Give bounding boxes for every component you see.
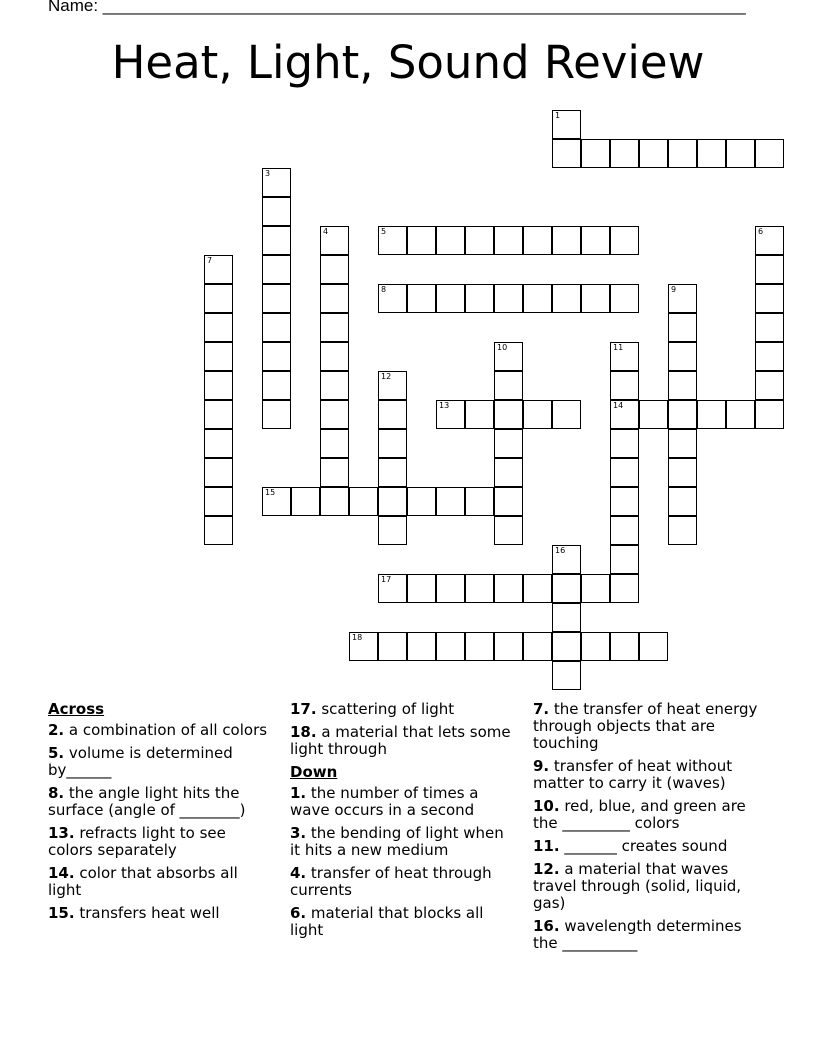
grid-cell[interactable]: [262, 255, 291, 284]
grid-cell[interactable]: [291, 487, 320, 516]
clue-text: a material that lets some light through: [290, 723, 511, 758]
clue-number: 18: [352, 633, 363, 642]
grid-cell[interactable]: [436, 226, 465, 255]
grid-cell[interactable]: [668, 371, 697, 400]
grid-cell[interactable]: [378, 284, 407, 313]
clue-number: 7: [207, 256, 213, 265]
grid-cell[interactable]: [378, 226, 407, 255]
clue-number: 8: [381, 285, 387, 294]
grid-cell[interactable]: [610, 487, 639, 516]
grid-cell[interactable]: [465, 400, 494, 429]
grid-cell[interactable]: [697, 139, 726, 168]
grid-cell[interactable]: [465, 284, 494, 313]
clue-text: the number of times a wave occurs in a second: [290, 784, 479, 819]
grid-cell[interactable]: [465, 487, 494, 516]
grid-cell[interactable]: [581, 284, 610, 313]
grid-cell[interactable]: [552, 139, 581, 168]
grid-cell[interactable]: [465, 574, 494, 603]
grid-cell[interactable]: [262, 197, 291, 226]
clues-column-2: [290, 701, 515, 945]
clue-num: 17.: [290, 700, 317, 718]
grid-cell[interactable]: [610, 632, 639, 661]
grid-cell[interactable]: [378, 400, 407, 429]
clues-column-3: [533, 701, 758, 958]
clue-item: [533, 861, 758, 912]
clue-num: 1.: [290, 784, 307, 802]
clue-number: 3: [265, 169, 271, 178]
grid-cell[interactable]: [755, 255, 784, 284]
grid-cell[interactable]: [581, 139, 610, 168]
clue-text: scattering of light: [316, 700, 455, 718]
grid-cell[interactable]: [320, 226, 349, 255]
clue-item: [533, 798, 758, 832]
clue-text: material that blocks all light: [290, 904, 484, 939]
name-line: Name: ____________________________________________________________________: [48, 0, 746, 15]
grid-cell[interactable]: [262, 226, 291, 255]
clue-num: 8.: [48, 784, 65, 802]
grid-cell[interactable]: [262, 342, 291, 371]
grid-cell[interactable]: [610, 139, 639, 168]
grid-cell[interactable]: [668, 342, 697, 371]
grid-cell[interactable]: [668, 487, 697, 516]
grid-cell[interactable]: [668, 458, 697, 487]
grid-cell[interactable]: [320, 255, 349, 284]
grid-cell[interactable]: [494, 458, 523, 487]
grid-cell[interactable]: [494, 371, 523, 400]
clue-number: 13: [439, 401, 450, 410]
clue-item: [48, 905, 273, 922]
grid-cell[interactable]: [552, 574, 581, 603]
grid-cell[interactable]: [320, 284, 349, 313]
clue-number: 6: [758, 227, 764, 236]
grid-cell[interactable]: [436, 574, 465, 603]
grid-cell[interactable]: [262, 400, 291, 429]
grid-cell[interactable]: [697, 400, 726, 429]
grid-cell[interactable]: [552, 632, 581, 661]
grid-cell[interactable]: [262, 371, 291, 400]
grid-cell[interactable]: [523, 284, 552, 313]
clue-item: [533, 701, 758, 752]
grid-cell[interactable]: [378, 574, 407, 603]
grid-cell[interactable]: [494, 400, 523, 429]
grid-cell[interactable]: [204, 516, 233, 545]
clue-num: 9.: [533, 757, 550, 775]
clue-text: transfer of heat through currents: [290, 864, 492, 899]
clue-num: 2.: [48, 721, 65, 739]
clue-text: wavelength determines the __________: [533, 917, 742, 952]
grid-cell[interactable]: [668, 516, 697, 545]
clue-num: 14.: [48, 864, 75, 882]
clue-number: 1: [555, 111, 561, 120]
clue-text: a material that waves travel through (solid, liquid, gas): [533, 860, 742, 912]
grid-cell[interactable]: [494, 487, 523, 516]
clue-item: [533, 758, 758, 792]
grid-cell[interactable]: [436, 284, 465, 313]
grid-cell[interactable]: [494, 284, 523, 313]
grid-cell[interactable]: [639, 632, 668, 661]
clue-item: [290, 724, 515, 758]
clue-num: 13.: [48, 824, 75, 842]
grid-cell[interactable]: [204, 400, 233, 429]
grid-cell[interactable]: [378, 516, 407, 545]
grid-cell[interactable]: [668, 400, 697, 429]
grid-cell[interactable]: [465, 226, 494, 255]
clue-text: the angle light hits the surface (angle of ________): [48, 784, 246, 819]
grid-cell[interactable]: [378, 371, 407, 400]
grid-cell[interactable]: [726, 139, 755, 168]
grid-cell[interactable]: [320, 458, 349, 487]
grid-cell[interactable]: [552, 110, 581, 139]
clue-item: [533, 838, 758, 855]
grid-cell[interactable]: [262, 284, 291, 313]
clue-num: 16.: [533, 917, 560, 935]
clue-number: 11: [613, 343, 624, 352]
clue-item: [290, 865, 515, 899]
grid-cell[interactable]: [494, 342, 523, 371]
clue-number: 5: [381, 227, 387, 236]
grid-cell[interactable]: [523, 574, 552, 603]
grid-cell[interactable]: [436, 400, 465, 429]
clue-num: 12.: [533, 860, 560, 878]
down-heading: Down: [290, 763, 338, 781]
clue-text: volume is determined by______: [48, 744, 233, 779]
grid-cell[interactable]: [465, 632, 494, 661]
clue-text: color that absorbs all light: [48, 864, 238, 899]
grid-cell[interactable]: [552, 545, 581, 574]
clue-num: 18.: [290, 723, 317, 741]
grid-cell[interactable]: [378, 458, 407, 487]
clue-item: [48, 785, 273, 819]
grid-cell[interactable]: [378, 632, 407, 661]
grid-cell[interactable]: [407, 284, 436, 313]
grid-cell[interactable]: [320, 429, 349, 458]
grid-cell[interactable]: [494, 632, 523, 661]
grid-cell[interactable]: [552, 400, 581, 429]
grid-cell[interactable]: [755, 284, 784, 313]
grid-cell[interactable]: [668, 313, 697, 342]
grid-cell[interactable]: [262, 313, 291, 342]
grid-cell[interactable]: [610, 342, 639, 371]
grid-cell[interactable]: [523, 632, 552, 661]
grid-cell[interactable]: [494, 226, 523, 255]
clue-item: [48, 865, 273, 899]
clue-number: 10: [497, 343, 508, 352]
grid-cell[interactable]: [320, 371, 349, 400]
grid-cell[interactable]: [552, 661, 581, 690]
grid-cell[interactable]: [204, 429, 233, 458]
clue-item: [290, 825, 515, 859]
grid-cell[interactable]: [204, 371, 233, 400]
grid-cell[interactable]: [639, 400, 668, 429]
grid-cell[interactable]: [581, 632, 610, 661]
grid-cell[interactable]: [494, 429, 523, 458]
clue-num: 6.: [290, 904, 307, 922]
grid-cell[interactable]: [262, 487, 291, 516]
grid-cell[interactable]: [349, 632, 378, 661]
grid-cell[interactable]: [204, 342, 233, 371]
grid-cell[interactable]: [204, 487, 233, 516]
grid-cell[interactable]: [552, 603, 581, 632]
grid-cell[interactable]: [378, 429, 407, 458]
grid-cell[interactable]: [436, 632, 465, 661]
clue-number: 14: [613, 401, 624, 410]
grid-cell[interactable]: [610, 284, 639, 313]
grid-cell[interactable]: [407, 226, 436, 255]
grid-cell[interactable]: [204, 313, 233, 342]
grid-cell[interactable]: [494, 516, 523, 545]
grid-cell[interactable]: [204, 458, 233, 487]
grid-cell[interactable]: [610, 429, 639, 458]
clue-num: 7.: [533, 700, 550, 718]
grid-cell[interactable]: [581, 226, 610, 255]
grid-cell[interactable]: [552, 284, 581, 313]
clue-num: 15.: [48, 904, 75, 922]
grid-cell[interactable]: [320, 400, 349, 429]
clue-text: refracts light to see colors separately: [48, 824, 226, 859]
grid-cell[interactable]: [610, 545, 639, 574]
clue-number: 16: [555, 546, 566, 555]
grid-cell[interactable]: [755, 342, 784, 371]
page-title: Heat, Light, Sound Review: [111, 36, 705, 89]
clue-number: 15: [265, 488, 276, 497]
grid-cell[interactable]: [668, 429, 697, 458]
grid-cell[interactable]: [610, 371, 639, 400]
grid-cell[interactable]: [320, 313, 349, 342]
grid-cell[interactable]: [755, 313, 784, 342]
grid-cell[interactable]: [552, 226, 581, 255]
clue-number: 17: [381, 575, 392, 584]
grid-cell[interactable]: [204, 284, 233, 313]
clue-item: [48, 825, 273, 859]
grid-cell[interactable]: [610, 458, 639, 487]
grid-cell[interactable]: [349, 487, 378, 516]
grid-cell[interactable]: [755, 226, 784, 255]
grid-cell[interactable]: [494, 574, 523, 603]
grid-cell[interactable]: [668, 139, 697, 168]
clue-item: [290, 785, 515, 819]
grid-cell[interactable]: [610, 226, 639, 255]
grid-cell[interactable]: [320, 342, 349, 371]
clue-num: 10.: [533, 797, 560, 815]
clue-number: 9: [671, 285, 677, 294]
grid-cell[interactable]: [407, 487, 436, 516]
clue-text: red, blue, and green are the _________ colors: [533, 797, 746, 832]
clue-item: [48, 745, 273, 779]
grid-cell[interactable]: [726, 400, 755, 429]
grid-cell[interactable]: [407, 632, 436, 661]
grid-cell[interactable]: [262, 168, 291, 197]
clue-num: 5.: [48, 744, 65, 762]
grid-cell[interactable]: [668, 284, 697, 313]
grid-cell[interactable]: [755, 371, 784, 400]
grid-cell[interactable]: [320, 487, 349, 516]
clue-text: transfers heat well: [74, 904, 220, 922]
clue-num: 4.: [290, 864, 307, 882]
grid-cell[interactable]: [581, 574, 610, 603]
clue-text: _______ creates sound: [559, 837, 728, 855]
clue-item: [533, 918, 758, 952]
grid-cell[interactable]: [610, 400, 639, 429]
grid-cell[interactable]: [378, 487, 407, 516]
clue-item: [48, 722, 273, 739]
grid-cell[interactable]: [610, 574, 639, 603]
clue-number: 12: [381, 372, 392, 381]
clue-text: the bending of light when it hits a new medium: [290, 824, 504, 859]
grid-cell[interactable]: [523, 226, 552, 255]
grid-cell[interactable]: [755, 139, 784, 168]
clue-text: a combination of all colors: [64, 721, 268, 739]
grid-cell[interactable]: [755, 400, 784, 429]
grid-cell[interactable]: [610, 516, 639, 545]
grid-cell[interactable]: [523, 400, 552, 429]
clue-text: transfer of heat without matter to carry it (waves): [533, 757, 733, 792]
grid-cell[interactable]: [204, 255, 233, 284]
grid-cell[interactable]: [639, 139, 668, 168]
clue-item: [290, 905, 515, 939]
clue-num: 11.: [533, 837, 560, 855]
grid-cell[interactable]: [436, 487, 465, 516]
clues-column-1: [48, 701, 273, 928]
clue-item: [290, 701, 515, 718]
grid-cell[interactable]: [407, 574, 436, 603]
across-heading: Across: [48, 700, 105, 718]
clue-text: the transfer of heat energy through objects that are touching: [533, 700, 758, 752]
clue-number: 4: [323, 227, 329, 236]
clue-num: 3.: [290, 824, 307, 842]
